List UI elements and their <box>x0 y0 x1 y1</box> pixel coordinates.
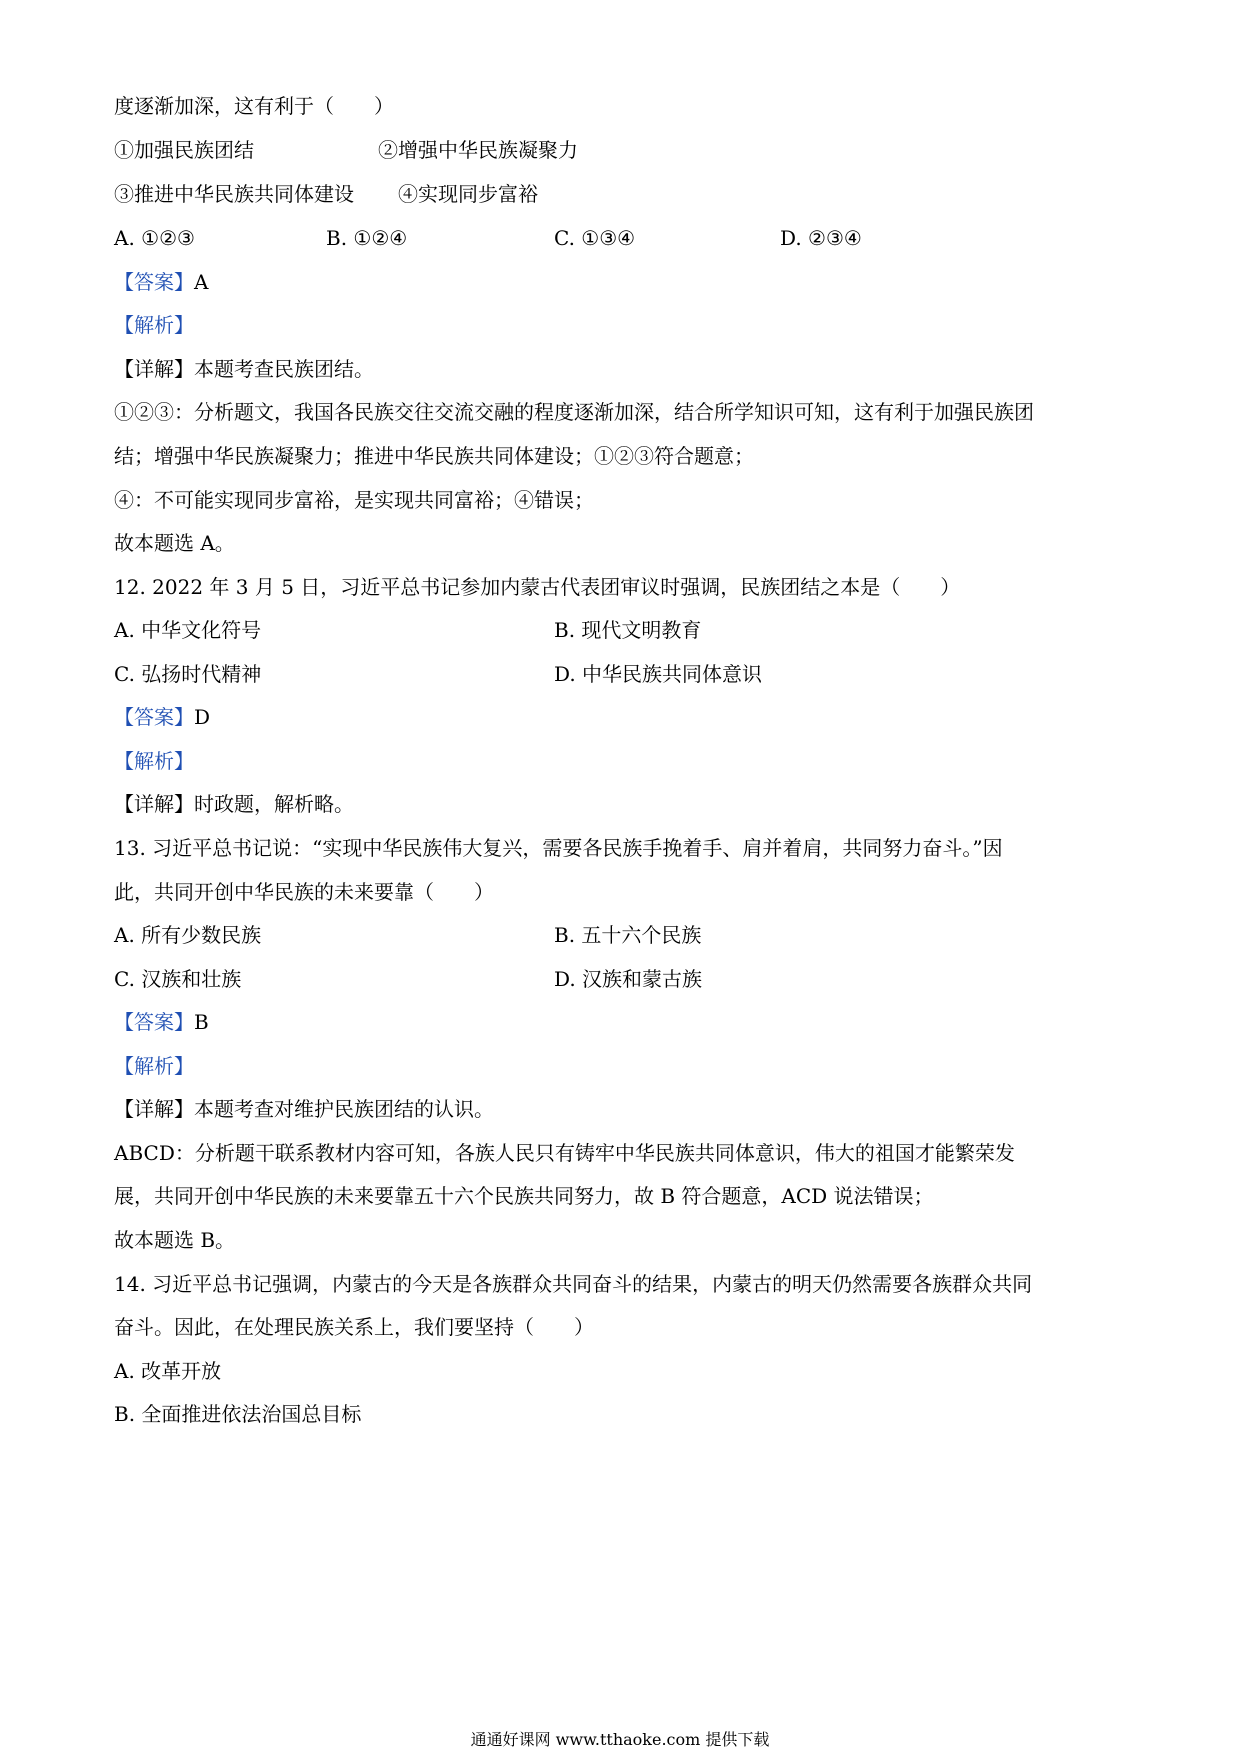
q12-analysis-tag: 【解析】 <box>114 749 194 773</box>
q11-conclusion: 故本题选 A。 <box>114 531 235 555</box>
q12-choice-c: C. 弘扬时代精神 <box>114 662 262 686</box>
q11-explanation-line1: ①②③：分析题文，我国各民族交往交流交融的程度逐渐加深，结合所学知识可知，这有利于加强民族团 <box>114 400 1034 424</box>
q11-statement-4: ④实现同步富裕 <box>398 182 538 206</box>
q13-choice-b: B. 五十六个民族 <box>554 923 702 947</box>
q11-explanation-line2: 结；增强中华民族凝聚力；推进中华民族共同体建设；①②③符合题意； <box>114 444 754 468</box>
q12-choice-a: A. 中华文化符号 <box>114 618 262 642</box>
q11-choice-a: A. ①②③ <box>114 226 195 250</box>
q11-stem-tail: 度逐渐加深，这有利于（ ） <box>114 94 394 118</box>
q12-choice-d: D. 中华民族共同体意识 <box>554 662 763 686</box>
q13-analysis-tag: 【解析】 <box>114 1054 194 1078</box>
answer-value: A <box>194 270 209 294</box>
q13-choice-d: D. 汉族和蒙古族 <box>554 967 703 991</box>
q11-statement-3: ③推进中华民族共同体建设 <box>114 182 354 206</box>
q14-stem-line2: 奋斗。因此，在处理民族关系上，我们要坚持（ ） <box>114 1315 594 1339</box>
q14-choice-a: A. 改革开放 <box>114 1359 222 1383</box>
q12-detail: 【详解】时政题，解析略。 <box>114 792 354 816</box>
answer-tag: 【答案】 <box>114 705 194 729</box>
answer-tag: 【答案】 <box>114 1010 194 1034</box>
answer-tag: 【答案】 <box>114 270 194 294</box>
q14-stem-line1: 14. 习近平总书记强调，内蒙古的今天是各族群众共同奋斗的结果，内蒙古的明天仍然需要各族群众共同 <box>114 1272 1033 1296</box>
q11-statements-row1 <box>114 136 254 164</box>
q14-choice-b: B. 全面推进依法治国总目标 <box>114 1402 362 1426</box>
q12-choice-b: B. 现代文明教育 <box>554 618 702 642</box>
q13-detail: 【详解】本题考查对维护民族团结的认识。 <box>114 1097 494 1121</box>
answer-value: D <box>194 705 211 729</box>
page-footer: 通通好课网 www.tthaoke.com 提供下载 <box>470 1730 770 1749</box>
q11-statement-2: ②增强中华民族凝聚力 <box>378 138 578 162</box>
q13-explanation-line2: 展，共同开创中华民族的未来要靠五十六个民族共同努力，故 B 符合题意，ACD 说法错误； <box>114 1184 934 1208</box>
q13-stem-line1: 13. 习近平总书记说：“实现中华民族伟大复兴，需要各民族手挽着手、肩并着肩，共同努力奋斗。”因 <box>114 836 1003 860</box>
q11-statement-1: ①加强民族团结 <box>114 138 254 162</box>
q13-stem-line2: 此，共同开创中华民族的未来要靠（ ） <box>114 880 494 904</box>
q13-choice-a: A. 所有少数民族 <box>114 923 262 947</box>
q13-answer <box>114 1008 209 1036</box>
q11-detail: 【详解】本题考查民族团结。 <box>114 357 374 381</box>
q12-stem: 12. 2022 年 3 月 5 日，习近平总书记参加内蒙古代表团审议时强调，民族团结之本是（ ） <box>114 575 961 599</box>
q11-answer <box>114 268 208 296</box>
q13-choice-c: C. 汉族和壮族 <box>114 967 242 991</box>
answer-value: B <box>194 1010 209 1034</box>
q13-explanation-line1: ABCD：分析题干联系教材内容可知，各族人民只有铸牢中华民族共同体意识，伟大的祖国才能繁荣发 <box>114 1141 1015 1165</box>
q11-explanation-line3: ④：不可能实现同步富裕，是实现共同富裕；④错误； <box>114 488 594 512</box>
q11-choice-c: C. ①③④ <box>554 226 636 250</box>
q13-conclusion: 故本题选 B。 <box>114 1228 236 1252</box>
q11-choice-b: B. ①②④ <box>326 226 408 250</box>
q11-analysis-tag: 【解析】 <box>114 313 194 337</box>
q11-choice-d: D. ②③④ <box>780 226 862 250</box>
q12-answer <box>114 703 210 731</box>
